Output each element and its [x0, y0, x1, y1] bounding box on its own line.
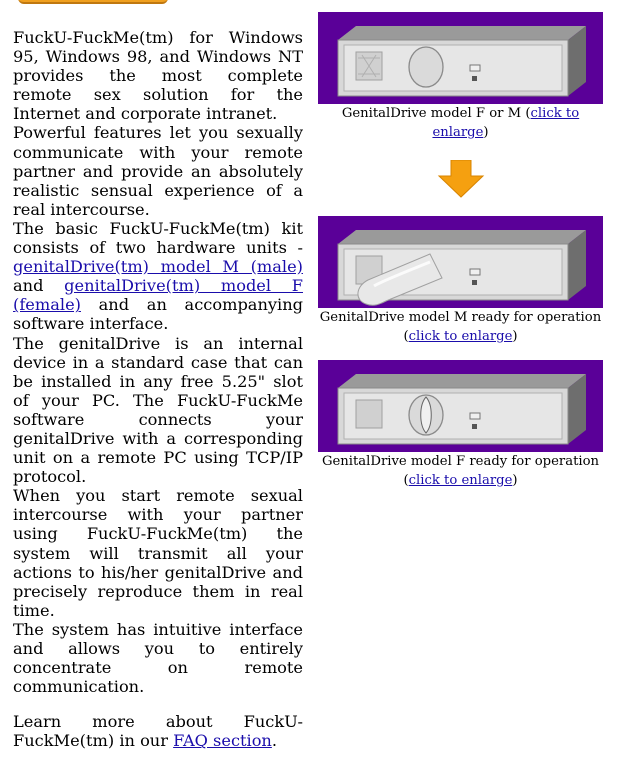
intro-paragraph-5: When you start remote sexual intercourse with your partner using FuckU-FuckMe(tm) the system will transmit all your actions to his/her genitalDrive and precisely reproduce them in real time. — [13, 486, 303, 620]
figure-3-caption — [318, 452, 603, 490]
genitaldrive-image[interactable] — [318, 12, 603, 104]
paragraph-3-text-c: and an accompanying software interface. — [13, 295, 303, 334]
faq-section-link[interactable]: FAQ section — [173, 731, 272, 751]
genitaldrive-model-m-link[interactable]: genitalDrive(tm) model M (male) — [13, 257, 303, 277]
enlarge-link-drive[interactable]: click to enlarge — [432, 106, 580, 140]
intro-paragraph-3 — [13, 219, 303, 334]
figure-3-caption-open: ( — [403, 473, 409, 488]
figure-2-caption-open: ( — [403, 329, 409, 344]
figure-3-caption-close: ) — [512, 473, 518, 488]
paragraph-3-text-a: The basic FuckU-FuckMe(tm) kit consists of two hardware units - — [13, 218, 303, 258]
header-banner-fragment — [18, 0, 168, 4]
paragraph-7-text-b: . — [271, 731, 278, 751]
enlarge-link-model-f[interactable]: click to enlarge — [408, 473, 513, 488]
intro-paragraph-4: The genitalDrive is an internal device in a standard case that can be installed in any free 5.25" slot of your PC. The FuckU-FuckMe software connects your genitalDrive with a corresponding unit on a remote PC using TCP/IP protocol. — [13, 333, 303, 487]
paragraph-7-text-a: Learn more about FuckU-FuckMe(tm) in our — [13, 712, 303, 751]
figure-3-caption-text: GenitalDrive model F ready for operation — [321, 454, 600, 469]
figure-2-caption-text: GenitalDrive model M ready for operation — [319, 310, 602, 325]
product-gallery — [318, 12, 603, 490]
intro-paragraph-6: The system has intuitive interface and allows you to entirely concentrate on remote communication. — [13, 619, 303, 697]
figure-1-caption — [318, 104, 603, 142]
figure-1-caption-text: GenitalDrive model F or M ( — [341, 106, 531, 121]
intro-paragraph-7 — [13, 712, 303, 750]
genitaldrive-model-f-image[interactable] — [318, 360, 603, 452]
enlarge-link-model-m[interactable]: click to enlarge — [408, 329, 513, 344]
intro-paragraph-1: FuckU-FuckMe(tm) for Windows 95, Windows 98, and Windows NT provides the most complete remote sex solution for the Internet and corporate intranet. — [13, 28, 303, 124]
arrow-down-icon — [437, 160, 485, 198]
figure-1-caption-close: ) — [483, 125, 489, 140]
product-description — [13, 28, 303, 750]
paragraph-spacer — [13, 696, 303, 712]
figure-2-caption — [318, 308, 603, 346]
genitaldrive-model-f-link[interactable]: genitalDrive(tm) model F (female) — [13, 276, 303, 315]
arrow-container — [318, 160, 603, 198]
figure-2-caption-close: ) — [512, 329, 518, 344]
paragraph-3-text-b: and — [13, 276, 65, 296]
intro-paragraph-2: Powerful features let you sexually communicate with your remote partner and provide an absolutely realistic sensual experience of a real intercourse. — [13, 123, 303, 219]
genitaldrive-model-m-image[interactable] — [318, 216, 603, 308]
